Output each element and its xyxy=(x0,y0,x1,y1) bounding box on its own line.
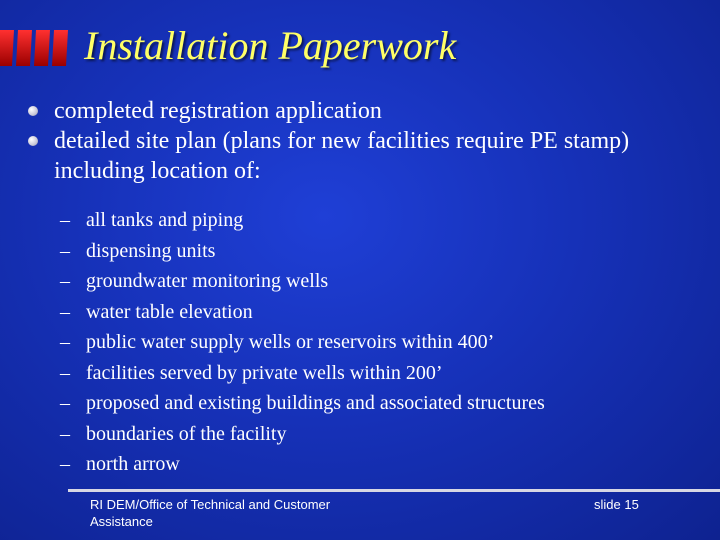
dash-icon: – xyxy=(60,392,70,414)
bullet-list xyxy=(28,96,678,186)
sub-bullet-text: groundwater monitoring wells xyxy=(86,270,329,292)
bullet-dot-icon xyxy=(28,136,38,146)
sub-bullet-item xyxy=(60,236,660,267)
dash-icon: – xyxy=(60,239,70,262)
slide-title: Installation Paperwork xyxy=(84,23,457,68)
title-stripes-decoration xyxy=(0,30,78,66)
sub-bullet-text: proposed and existing buildings and associated structures xyxy=(86,392,545,414)
sub-bullet-text: boundaries of the facility xyxy=(86,422,287,445)
bullet-dot-icon xyxy=(28,106,38,116)
sub-bullet-item xyxy=(60,205,660,236)
dash-icon: – xyxy=(60,361,70,384)
dash-icon: – xyxy=(60,270,70,292)
sub-bullet-text: north arrow xyxy=(86,453,180,475)
sub-bullet-item xyxy=(60,266,660,297)
bullet-text: completed registration application xyxy=(54,98,382,124)
dash-icon: – xyxy=(60,422,70,445)
bullet-item xyxy=(28,96,678,126)
bullet-item xyxy=(28,126,678,186)
footer-organization: RI DEM/Office of Technical and Customer Assistance xyxy=(90,497,331,529)
bullet-text: detailed site plan (plans for new facilities require PE stamp) including location of: xyxy=(54,128,630,184)
sub-bullet-text: all tanks and piping xyxy=(86,209,244,231)
sub-bullet-item xyxy=(60,449,660,480)
sub-bullet-item xyxy=(60,327,660,358)
sub-bullet-list xyxy=(60,205,660,480)
dash-icon: – xyxy=(60,300,70,323)
sub-bullet-item xyxy=(60,388,660,419)
slide-number: slide 15 xyxy=(594,497,639,512)
sub-bullet-item xyxy=(60,419,660,450)
sub-bullet-item xyxy=(60,297,660,328)
dash-icon: – xyxy=(60,209,70,231)
sub-bullet-item xyxy=(60,358,660,389)
sub-bullet-text: facilities served by private wells within 200’ xyxy=(86,361,443,384)
sub-bullet-text: public water supply wells or reservoirs within 400’ xyxy=(86,331,495,353)
sub-bullet-text: dispensing units xyxy=(86,239,216,262)
sub-bullet-text: water table elevation xyxy=(86,300,253,323)
footer-divider xyxy=(68,489,720,492)
dash-icon: – xyxy=(60,453,70,475)
dash-icon: – xyxy=(60,331,70,353)
